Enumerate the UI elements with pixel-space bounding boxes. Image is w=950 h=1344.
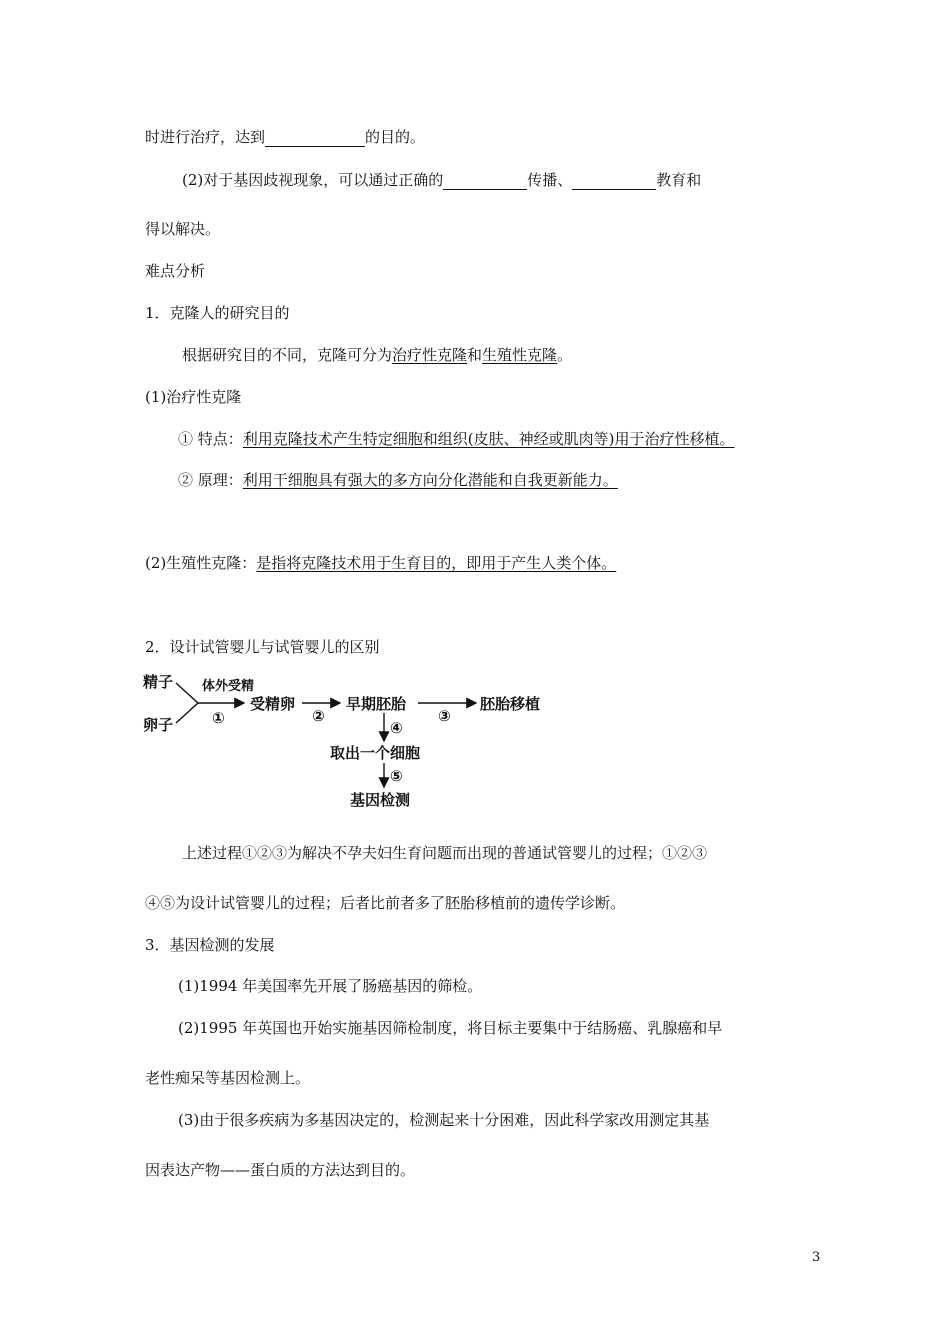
list-item-continued: 因表达产物——蛋白质的方法达到目的。: [145, 1161, 416, 1179]
label-gene-test: 基因检测: [350, 791, 411, 809]
section-title-3: 3．基因检测的发展: [145, 936, 275, 954]
label-sperm: 精子: [143, 673, 174, 691]
page-number: 3: [812, 1250, 821, 1265]
label-egg: 卵子: [143, 716, 174, 734]
paragraph-line: 得以解决。: [145, 220, 221, 238]
answer-blank: [443, 175, 527, 190]
answer-blank: [265, 132, 365, 147]
section-title-2: 2．设计试管婴儿与试管婴儿的区别: [145, 638, 380, 656]
label-fertilized-egg: 受精卵: [250, 695, 296, 713]
label-embryo-transfer: 胚胎移植: [480, 695, 541, 713]
list-item-continued: 老性痴呆等基因检测上。: [145, 1069, 311, 1087]
list-item: (1)1994 年美国率先开展了肠癌基因的筛检。: [178, 977, 483, 995]
subsection-line: (2)生殖性克隆：是指将克隆技术用于生育目的，即用于产生人类个体。: [145, 554, 617, 572]
paragraph-line: 上述过程①②③为解决不孕夫妇生育问题而出现的普通试管婴儿的过程；①②③: [182, 844, 708, 862]
paragraph-line: ④⑤为设计试管婴儿的过程；后者比前者多了胚胎移植前的遗传学诊断。: [145, 894, 626, 912]
step-3: ③: [438, 707, 451, 725]
paragraph-line: 根据研究目的不同，克隆可分为治疗性克隆和生殖性克隆。: [182, 346, 573, 364]
paragraph-line: (2)对于基因歧视现象，可以通过正确的 传播、 教育和: [182, 171, 702, 189]
step-2: ②: [312, 707, 325, 725]
term-therapeutic-cloning: 治疗性克隆: [392, 346, 468, 364]
paragraph-line: 时进行治疗，达到 的目的。: [145, 128, 426, 146]
list-item: (3)由于很多疾病为多基因决定的，检测起来十分困难，因此科学家改用测定其基: [178, 1111, 710, 1129]
merge-bracket: [176, 683, 198, 723]
step-4: ④: [390, 719, 403, 737]
section-heading: 难点分析: [145, 262, 206, 280]
list-item: (2)1995 年英国也开始实施基因筛检制度，将目标主要集中于结肠癌、乳腺癌和早: [178, 1019, 723, 1037]
subsection-title: (1)治疗性克隆: [145, 388, 242, 406]
term-reproductive-cloning: 生殖性克隆: [482, 346, 558, 364]
step-5: ⑤: [390, 767, 403, 785]
step-1: ①: [212, 709, 225, 727]
ivf-flow-diagram: [140, 665, 560, 815]
feature-line: ① 特点：利用克隆技术产生特定细胞和组织(皮肤、神经或肌肉等)用于治疗性移植。: [178, 430, 735, 448]
label-take-cell: 取出一个细胞: [330, 744, 421, 762]
principle-line: ② 原理：利用干细胞具有强大的多方向分化潜能和自我更新能力。: [178, 471, 618, 489]
label-early-embryo: 早期胚胎: [346, 695, 407, 713]
label-ivf: 体外受精: [202, 679, 255, 694]
section-title-1: 1．克隆人的研究目的: [145, 304, 290, 322]
answer-blank: [572, 175, 656, 190]
